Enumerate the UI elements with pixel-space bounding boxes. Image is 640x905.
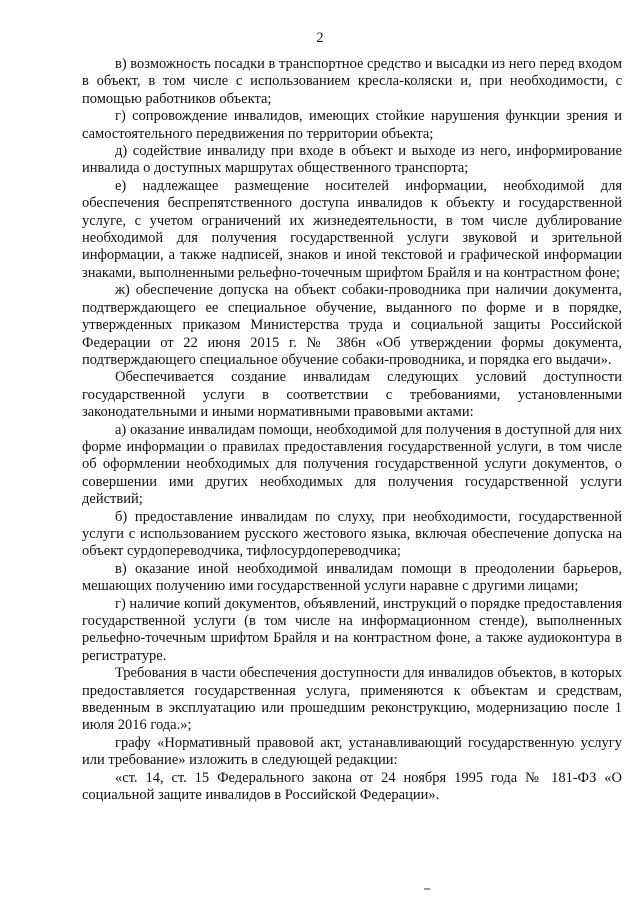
paragraph-a-help: а) оказание инвалидам помощи, необходимой для получения в доступной для них форме информации о правилах предоставления государственной услуги, в том числе об оформлении необходимых для получения государственной услуги документов, о совершении ими других необходимых для получения государственной услуги действий; (82, 421, 622, 508)
paragraph-conditions-intro: Обеспечивается создание инвалидам следующих условий доступности государственной услуги в соответствии с требованиями, установленными законодательными и иными нормативными правовыми актами: (82, 369, 622, 421)
scan-artifact-mark (424, 888, 430, 890)
paragraph-federal-law-citation: «ст. 14, ст. 15 Федерального закона от 24 ноября 1995 года № 181-ФЗ «О социальной защите инвалидов в Российской Федерации». (82, 769, 622, 804)
paragraph-column-instruction: графу «Нормативный правовой акт, устанавливающий государственную услугу или требование» изложить в следующей редакции: (82, 734, 622, 769)
paragraph-zh-guide-dog: ж) обеспечение допуска на объект собаки-проводника при наличии документа, подтверждающего ее специальное обучение, выданного по форме и в порядке, утвержденных приказом Министерства труда и социальной защиты Российской Федерации от 22 июня 2015 г. № 386н «Об утверждении формы документа, подтверждающего специальное обучение собаки-проводника, и порядка его выдачи». (82, 282, 622, 368)
paragraph-d-assistance: д) содействие инвалиду при входе в объект и выходе из него, информирование инвалида о доступных маршрутах общественного транспорта; (82, 143, 622, 177)
paragraph-g-braille-copies: г) наличие копий документов, объявлений, инструкций о порядке предоставления государственной услуги (в том числе на информационном стенде), выполненных рельефно-точечным шрифтом Брайля и на контрастном фоне, а также аудиоконтура в регистратуре. (82, 595, 622, 664)
page-number: 2 (316, 30, 324, 46)
paragraph-v-boarding: в) возможность посадки в транспортное средство и высадки из него перед входом в объект, в том числе с использованием кресла-коляски и, при необходимости, с помощью работников объекта; (82, 56, 622, 107)
document-body (82, 56, 622, 804)
paragraph-requirements-objects: Требования в части обеспечения доступности для инвалидов объектов, в которых предоставляется государственная услуга, применяются к объектам и средствам, введенным в эксплуатацию или прошедшим реконструкцию, модернизацию после 1 июля 2016 года.»; (82, 665, 622, 734)
paragraph-g-escort: г) сопровождение инвалидов, имеющих стойкие нарушения функции зрения и самостоятельного передвижения по территории объекта; (82, 108, 622, 142)
paragraph-v-barriers: в) оказание иной необходимой инвалидам помощи в преодолении барьеров, мешающих получению ими государственной услуги наравне с другими лицами; (82, 560, 622, 595)
paragraph-e-information-carriers: е) надлежащее размещение носителей информации, необходимой для обеспечения беспрепятственного доступа инвалидов к объекту и государственной услуге, с учетом ограничений их жизнедеятельности, в том числе дублирование необходимой для получения государственной услуги звуковой и зрительной информации, а также надписей, знаков и иной текстовой и графической информации знаками, выполненными рельефно-точечным шрифтом Брайля и на контрастном фоне; (82, 177, 622, 281)
paragraph-b-sign-language: б) предоставление инвалидам по слуху, при необходимости, государственной услуги с использованием русского жестового языка, включая обеспечение допуска на объект сурдопереводчика, тифлосурдопереводчика; (82, 508, 622, 560)
